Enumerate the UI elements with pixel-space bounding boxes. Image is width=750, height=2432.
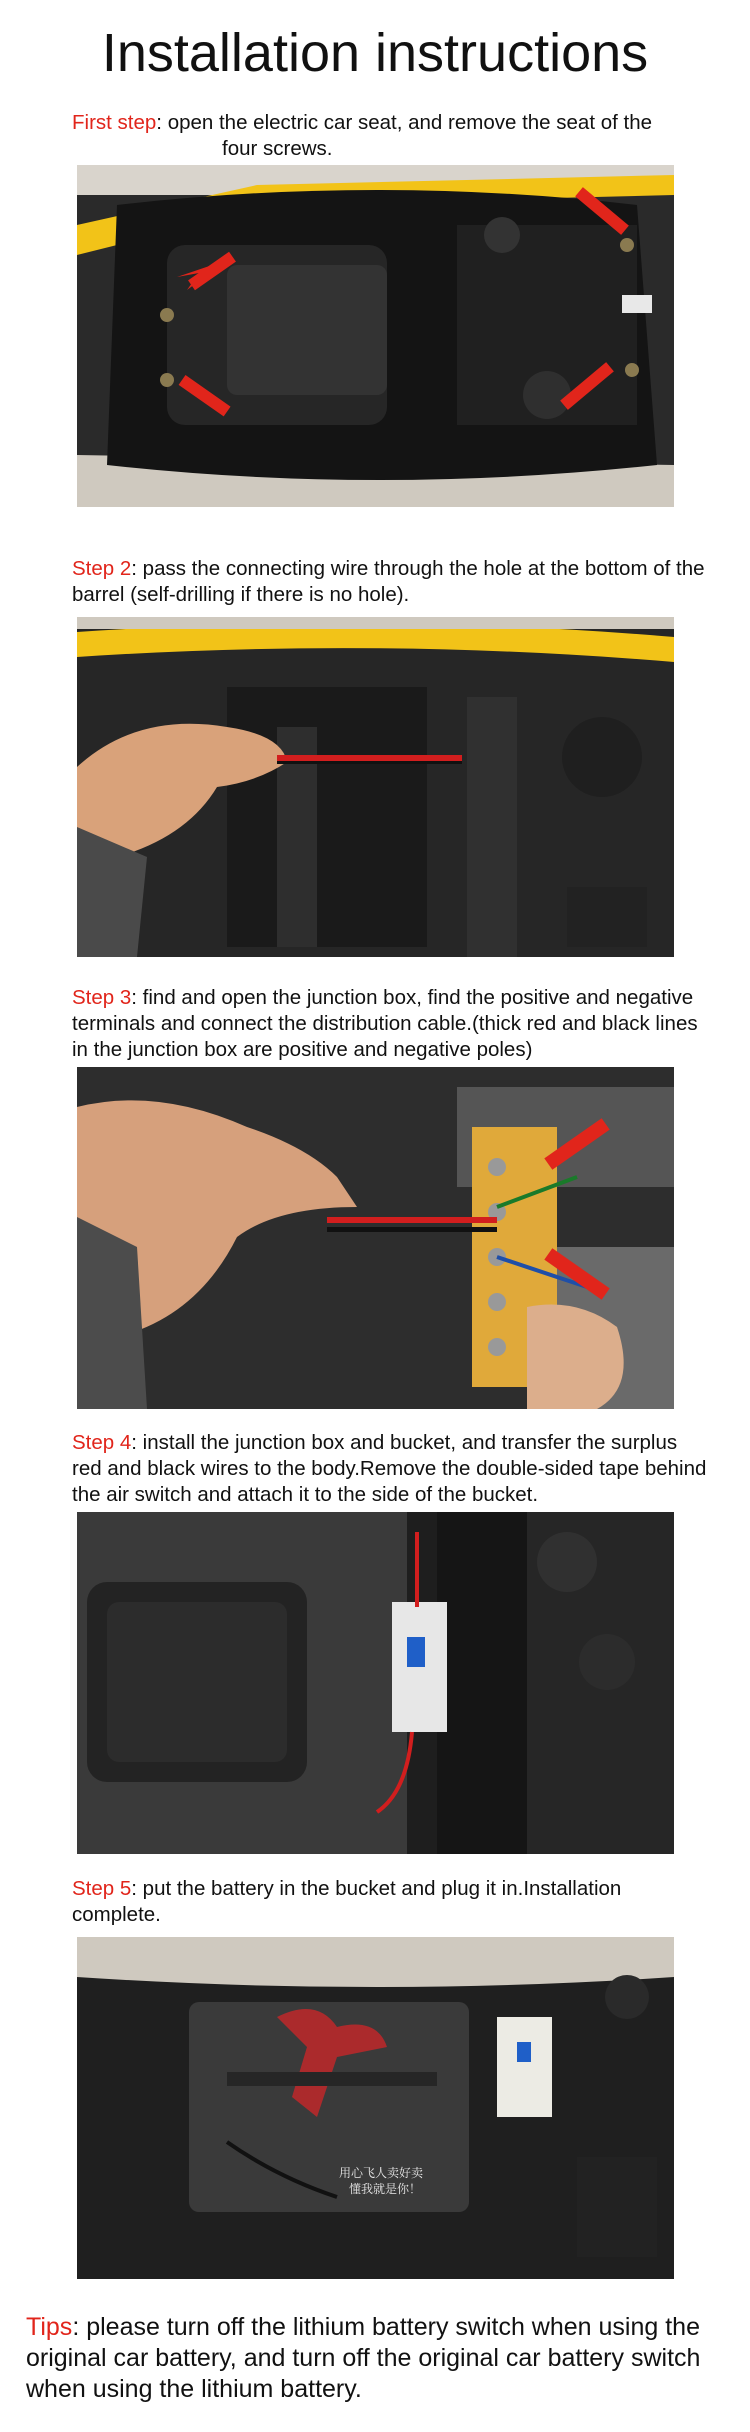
step-5-instruction xyxy=(72,1876,712,1928)
battery-label-line1: 用心飞人卖好卖 xyxy=(339,2166,424,2180)
step-4-instruction xyxy=(72,1430,712,1508)
step-3-text: : find and open the junction box, find the positive and negative terminals and connect the distribution cable.(thick red and black lines in the junction box are positive and negative poles) xyxy=(72,986,698,1061)
tips-label: Tips xyxy=(26,2313,73,2341)
tips-text: : please turn off the lithium battery switch when using the original car battery, and turn off the original car battery switch when using the lithium battery. xyxy=(26,2313,701,2403)
step-3-photo xyxy=(77,1067,674,1409)
step-5-photo xyxy=(77,1937,674,2279)
step-2-label: Step 2 xyxy=(72,557,132,580)
step-2-text: : pass the connecting wire through the hole at the bottom of the barrel (self-drilling if there is no hole). xyxy=(72,557,705,606)
step-1-text: : open the electric car seat, and remove the seat of the xyxy=(156,111,653,134)
step-1-label: First step xyxy=(72,111,157,134)
step-2-photo xyxy=(77,617,674,957)
page-title: Installation instructions xyxy=(101,23,649,83)
tips-note xyxy=(26,2312,746,2405)
step-1-photo xyxy=(77,165,674,507)
step-5-text: : put the battery in the bucket and plug it in.Installation complete. xyxy=(72,1877,622,1926)
step-5-label: Step 5 xyxy=(72,1877,132,1900)
battery-label-line2: 懂我就是你！ xyxy=(349,2182,422,2196)
step-1-text-cont: four screws. xyxy=(222,137,333,160)
step-4-photo xyxy=(77,1512,674,1854)
step-2-instruction xyxy=(72,556,712,608)
step-4-text: : install the junction box and bucket, and transfer the surplus red and black wires to the body.Remove the double-sided tape behind the air switch and attach it to the side of the bucket. xyxy=(72,1431,707,1506)
step-3-instruction xyxy=(72,985,712,1063)
step-3-label: Step 3 xyxy=(72,986,132,1009)
step-1-instruction xyxy=(72,110,712,162)
step-4-label: Step 4 xyxy=(72,1431,132,1454)
